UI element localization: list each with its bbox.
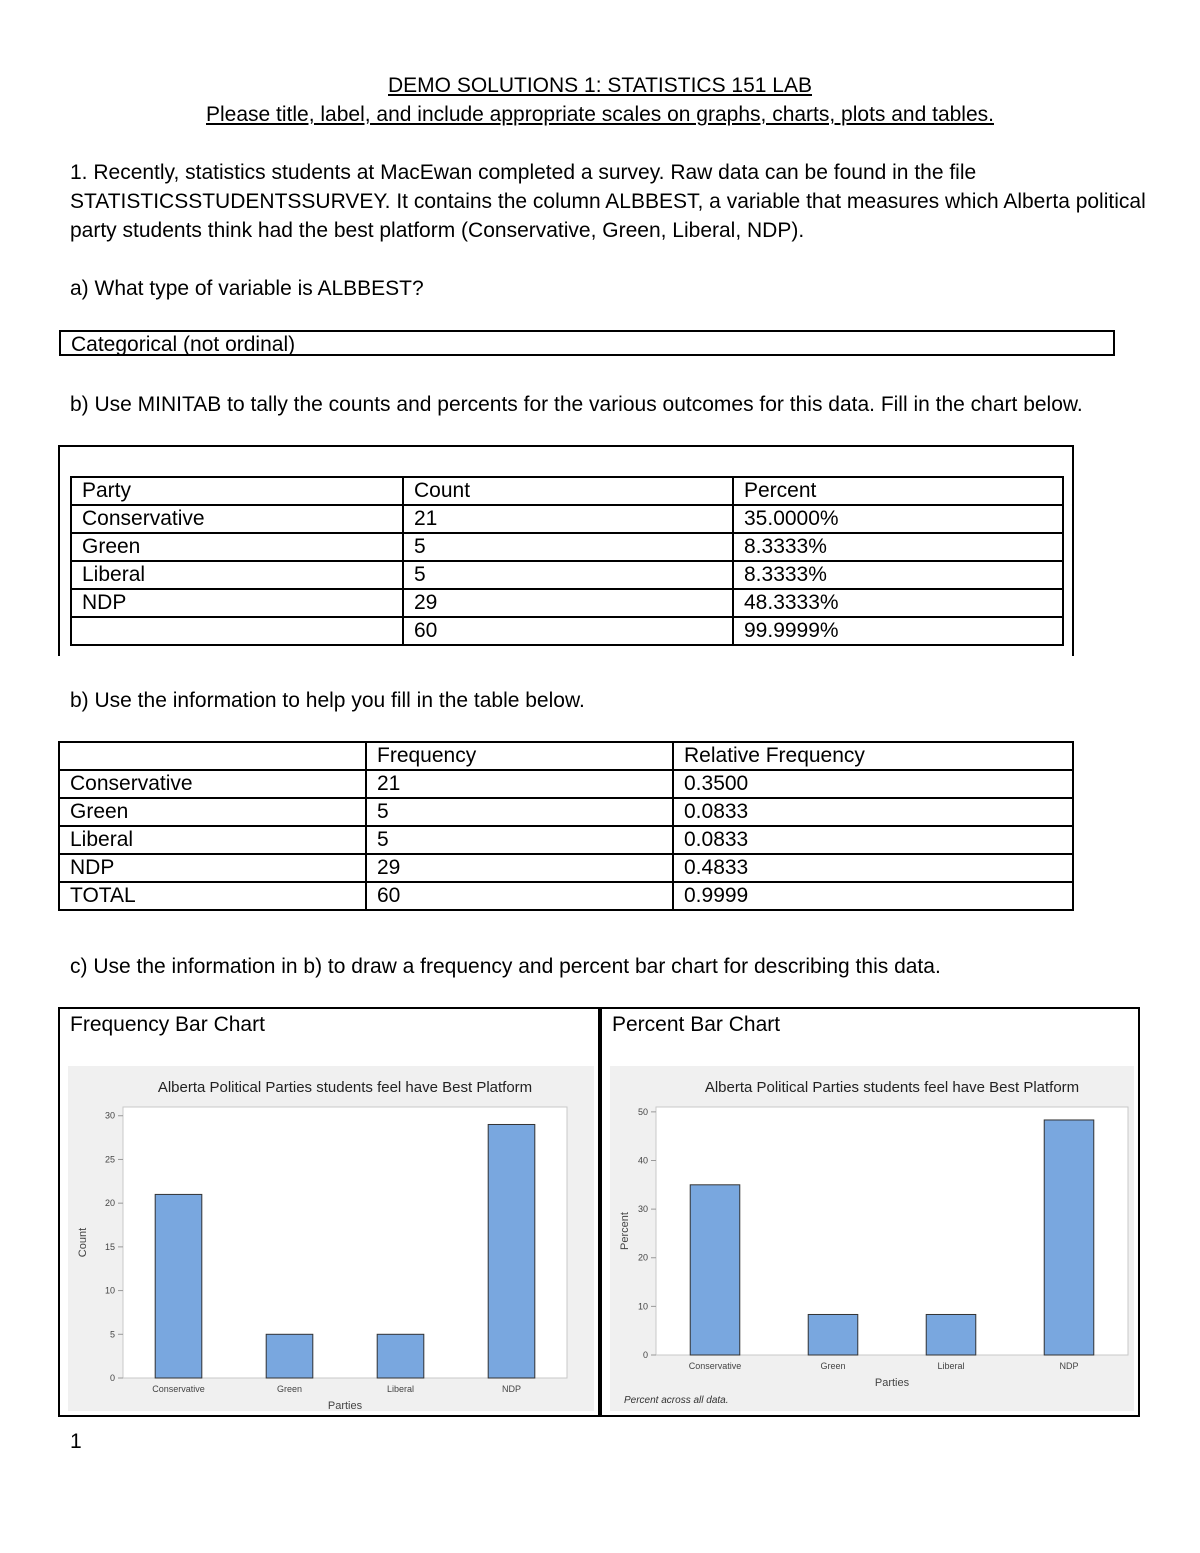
table-cell: 35.0000% <box>733 505 1063 533</box>
frequency-chart-frame <box>58 1007 600 1417</box>
y-tick-label: 5 <box>109 1329 115 1340</box>
y-tick-label: 0 <box>642 1350 648 1360</box>
x-tick-label: Green <box>820 1361 846 1371</box>
intro-line: STATISTICSSTUDENTSSURVEY. It contains the column ALBBEST, a variable that measures which Alberta political <box>70 190 1146 213</box>
table-cell: 8.3333% <box>733 561 1063 589</box>
part-a-answer: Categorical (not ordinal) <box>71 333 296 356</box>
table-cell: 0.4833 <box>673 854 1073 882</box>
bar-ndp <box>1044 1120 1094 1355</box>
header-cell <box>59 742 366 770</box>
table-cell: TOTAL <box>59 882 366 910</box>
x-axis-label: Parties <box>327 1400 363 1411</box>
table-cell: 5 <box>403 533 733 561</box>
table-cell: NDP <box>71 589 403 617</box>
table-cell: Conservative <box>59 770 366 798</box>
intro-line: 1. Recently, statistics students at MacEwan completed a survey. Raw data can be found in the file <box>70 161 977 184</box>
bar-conservative <box>690 1185 740 1355</box>
table-row <box>71 589 1063 617</box>
bar-green <box>808 1314 858 1355</box>
table-cell: 60 <box>366 882 673 910</box>
table-total-row <box>59 882 1073 910</box>
page-number: 1 <box>70 1430 82 1453</box>
table-cell: 0.3500 <box>673 770 1073 798</box>
y-tick-label: 50 <box>637 1106 648 1117</box>
table-row <box>71 505 1063 533</box>
x-tick-label: Conservative <box>688 1361 742 1371</box>
part-b2-question: b) Use the information to help you fill in the table below. <box>70 689 585 712</box>
table-cell: 0.0833 <box>673 798 1073 826</box>
percent-bar-chart <box>610 1066 1134 1411</box>
header-cell: Frequency <box>366 742 673 770</box>
table-cell: 29 <box>366 854 673 882</box>
x-tick-label: Conservative <box>152 1384 205 1394</box>
table-cell: Liberal <box>59 826 366 854</box>
y-tick-label: 20 <box>637 1252 648 1263</box>
table-row <box>59 770 1073 798</box>
frequency-chart-label: Frequency Bar Chart <box>70 1013 265 1036</box>
percent-chart-label: Percent Bar Chart <box>612 1013 781 1036</box>
table-cell: 0.0833 <box>673 826 1073 854</box>
x-tick-label: Liberal <box>937 1361 965 1371</box>
part-a-answer-box <box>59 330 1115 356</box>
header-cell: Party <box>71 477 403 505</box>
table-cell: 99.9999% <box>733 617 1063 645</box>
intro-line: party students think had the best platform (Conservative, Green, Liberal, NDP). <box>70 219 805 242</box>
table-cell: 21 <box>366 770 673 798</box>
header-cell: Count <box>403 477 733 505</box>
table-cell: 5 <box>366 798 673 826</box>
header-cell: Percent <box>733 477 1063 505</box>
bar-green <box>266 1334 313 1378</box>
frequency-table <box>58 741 1074 911</box>
tally-table <box>70 476 1064 646</box>
y-tick-label: 40 <box>637 1155 648 1166</box>
table-cell: 48.3333% <box>733 589 1063 617</box>
table-cell: Conservative <box>71 505 403 533</box>
x-tick-label: Green <box>276 1384 303 1394</box>
chart-title: Alberta Political Parties students feel have Best Platform <box>704 1079 1080 1096</box>
part-b-question: b) Use MINITAB to tally the counts and percents for the various outcomes for this data. Fill in the chart below. <box>70 393 1083 416</box>
bar-liberal <box>377 1334 424 1378</box>
table-cell: Green <box>71 533 403 561</box>
chart-footnote: Percent across all data. <box>624 1395 729 1406</box>
question-1-intro <box>70 158 1150 245</box>
x-axis-label: Parties <box>874 1377 910 1389</box>
y-tick-label: 15 <box>104 1241 115 1252</box>
table-cell: 0.9999 <box>673 882 1073 910</box>
table-row <box>59 854 1073 882</box>
y-axis-label: Percent <box>619 1212 631 1250</box>
y-tick-label: 25 <box>104 1154 115 1165</box>
table-total-row <box>71 617 1063 645</box>
table-cell: NDP <box>59 854 366 882</box>
table-row <box>71 533 1063 561</box>
table-cell: 29 <box>403 589 733 617</box>
table-header-row <box>71 477 1063 505</box>
table-row <box>59 826 1073 854</box>
y-tick-label: 0 <box>109 1373 115 1383</box>
instructions-line: Please title, label, and include appropriate scales on graphs, charts, plots and tables. <box>206 103 994 126</box>
table-cell: 5 <box>366 826 673 854</box>
y-axis-label: Count <box>77 1227 89 1258</box>
x-tick-label: Liberal <box>386 1384 415 1394</box>
part-c-question: c) Use the information in b) to draw a frequency and percent bar chart for describing this data. <box>70 955 941 978</box>
bar-liberal <box>926 1314 976 1355</box>
table-cell: 8.3333% <box>733 533 1063 561</box>
frequency-bar-chart <box>68 1066 594 1411</box>
chart-title: Alberta Political Parties students feel have Best Platform <box>157 1079 533 1096</box>
table-header-row <box>59 742 1073 770</box>
table-cell: Green <box>59 798 366 826</box>
y-tick-label: 10 <box>637 1301 648 1312</box>
y-tick-label: 30 <box>104 1110 115 1121</box>
x-tick-label: NDP <box>501 1384 522 1394</box>
table-cell: Liberal <box>71 561 403 589</box>
percent-chart-frame <box>600 1007 1140 1417</box>
header-cell: Relative Frequency <box>673 742 1073 770</box>
bar-ndp <box>488 1124 535 1378</box>
table-cell <box>71 617 403 645</box>
y-tick-label: 20 <box>104 1198 115 1209</box>
y-tick-label: 30 <box>637 1204 648 1215</box>
table-row <box>59 798 1073 826</box>
y-tick-label: 10 <box>104 1285 115 1296</box>
part-a-question: a) What type of variable is ALBBEST? <box>70 277 424 300</box>
bar-conservative <box>155 1194 202 1378</box>
table-cell: 21 <box>403 505 733 533</box>
x-tick-label: NDP <box>1059 1361 1079 1371</box>
table-cell: 5 <box>403 561 733 589</box>
document-title: DEMO SOLUTIONS 1: STATISTICS 151 LAB <box>388 74 812 97</box>
table-row <box>71 561 1063 589</box>
table-cell: 60 <box>403 617 733 645</box>
